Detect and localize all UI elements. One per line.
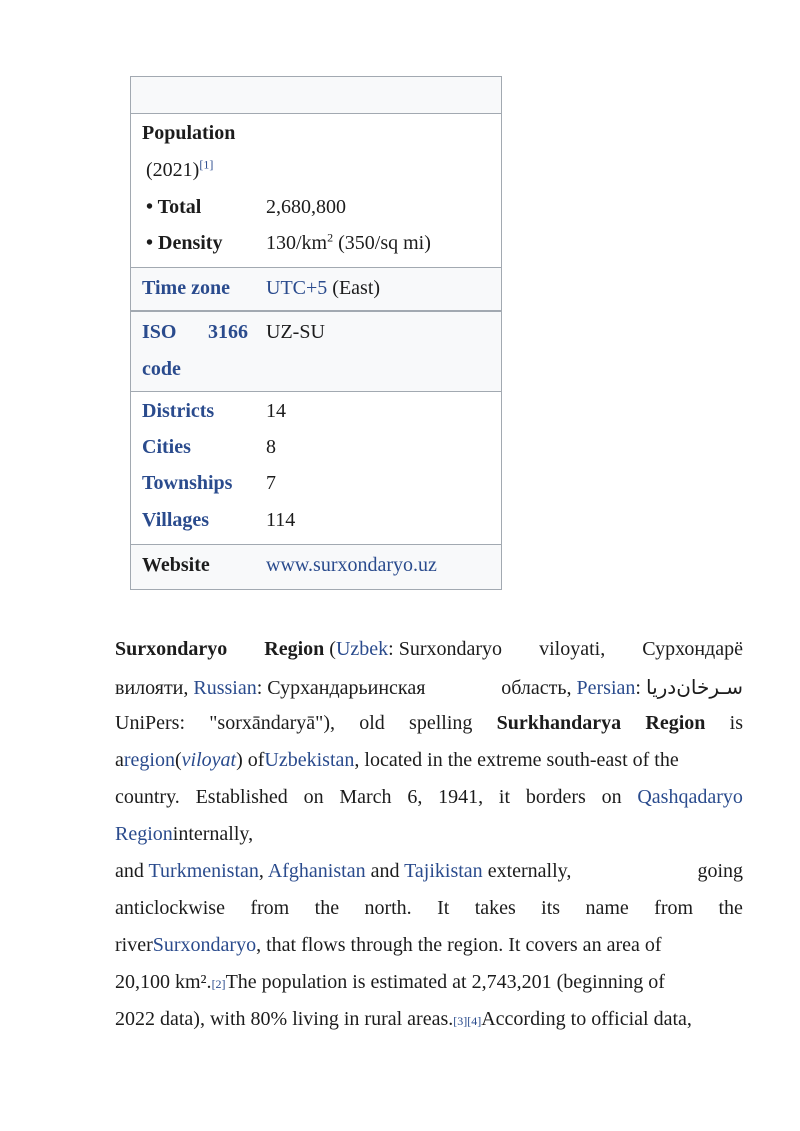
bold-old-name-2: Region	[645, 712, 706, 734]
text-fragment: вилояти, Russian: Сурхандарьинская	[115, 677, 426, 699]
uzbek-link[interactable]: Uzbek	[335, 638, 389, 660]
villages-value: 114	[266, 509, 296, 531]
article-line-11: 2022 data), with 80% living in rural areas. [3][4] According to official data,	[115, 1008, 692, 1030]
qashqadaryo-region-link[interactable]: Qashqadaryo	[637, 786, 743, 808]
website-label: Website	[142, 554, 210, 576]
iso-code-label-link[interactable]: ISO 3166	[142, 321, 248, 343]
infobox	[130, 76, 502, 590]
text-fragment: old	[359, 712, 385, 734]
population-density-value: $130/km^2$ (350/sq mi)	[266, 230, 431, 254]
article-line-6: Region internally,	[115, 823, 254, 845]
population-ref-link[interactable]: [1]	[199, 157, 214, 172]
russian-link[interactable]: Russian	[193, 677, 257, 699]
population-density-label: • Density	[146, 232, 223, 254]
article-line-7	[115, 860, 743, 897]
infobox-divisions-section	[130, 392, 502, 544]
article-line-8: anticlockwise from the north. It takes its name from the	[115, 897, 743, 919]
infobox-timezone-row	[130, 267, 502, 311]
uzbekistan-link[interactable]: Uzbekistan	[264, 749, 355, 771]
text-fragment: viloyati,	[539, 638, 606, 660]
surxondaryo-river-link[interactable]: Surxondaryo	[152, 934, 257, 956]
districts-label-link[interactable]: Districts	[142, 400, 215, 422]
text-fragment: is	[729, 712, 743, 734]
text-fragment: "sorxāndaryā"),	[209, 712, 335, 734]
timezone-link[interactable]: UTC+5	[266, 277, 328, 299]
timezone-value: UTC+5 (East)	[266, 277, 381, 299]
infobox-website-row	[130, 544, 502, 590]
article-line-4: a region ( viloyat ) of Uzbekistan , located in the extreme south-east of the	[115, 749, 679, 771]
text-fragment: Сурхондарё	[642, 638, 743, 660]
text-fragment: going	[697, 860, 743, 882]
website-link[interactable]: www.surxondaryo.uz	[266, 554, 437, 576]
cities-value: 8	[266, 436, 276, 458]
townships-value: 7	[266, 472, 276, 494]
viloyat-link[interactable]: viloyat	[181, 749, 237, 771]
text-fragment: spelling	[409, 712, 473, 734]
townships-label-link[interactable]: Townships	[142, 472, 233, 494]
cities-label-link[interactable]: Cities	[142, 436, 191, 458]
bold-region-name-1: Surxondaryo	[115, 638, 228, 660]
population-label: Population	[142, 122, 236, 144]
population-total-value: 2,680,800	[266, 196, 346, 218]
turkmenistan-link[interactable]: Turkmenistan	[148, 860, 259, 882]
villages-label-link[interactable]: Villages	[142, 509, 210, 531]
text-fragment: and Turkmenistan, Afghanistan and Tajikistan externally,	[115, 860, 572, 882]
text-fragment: область, Persian: سـرخان‌دریا	[501, 675, 743, 699]
population-year: (2021)[1]	[146, 157, 214, 181]
text-fragment: UniPers:	[115, 712, 185, 734]
bold-old-name: Surkhandarya	[496, 712, 622, 734]
region-link[interactable]: region	[123, 749, 175, 771]
article-line-2	[115, 675, 743, 712]
iso-code-label-line2[interactable]: code	[142, 358, 181, 380]
persian-script: سـرخان‌دریا	[645, 675, 743, 699]
afghanistan-link[interactable]: Afghanistan	[267, 860, 366, 882]
districts-value: 14	[266, 400, 286, 422]
article-line-1	[115, 638, 743, 675]
article-line-10: 20,100 km². [2] The population is estimated at 2,743,201 (beginning of	[115, 971, 665, 993]
tajikistan-link[interactable]: Tajikistan	[404, 860, 483, 882]
population-total-label: • Total	[146, 196, 202, 218]
qashqadaryo-region-link-2[interactable]: Region	[115, 823, 173, 845]
persian-link[interactable]: Persian	[576, 677, 636, 699]
timezone-label-link[interactable]: Time zone	[142, 277, 230, 299]
iso-code-value: UZ-SU	[266, 321, 325, 343]
article-line-3	[115, 712, 743, 749]
article-line-9: river Surxondaryo , that flows through the region. It covers an area of	[115, 934, 662, 956]
infobox-iso-row	[130, 311, 502, 392]
text-fragment: Region (Uzbek: Surxondaryo	[264, 638, 503, 660]
infobox-header-row	[130, 76, 502, 114]
article-line-5: country. Established on March 6, 1941, it borders on Qashqadaryo	[115, 786, 743, 808]
infobox-population-section	[130, 114, 502, 267]
